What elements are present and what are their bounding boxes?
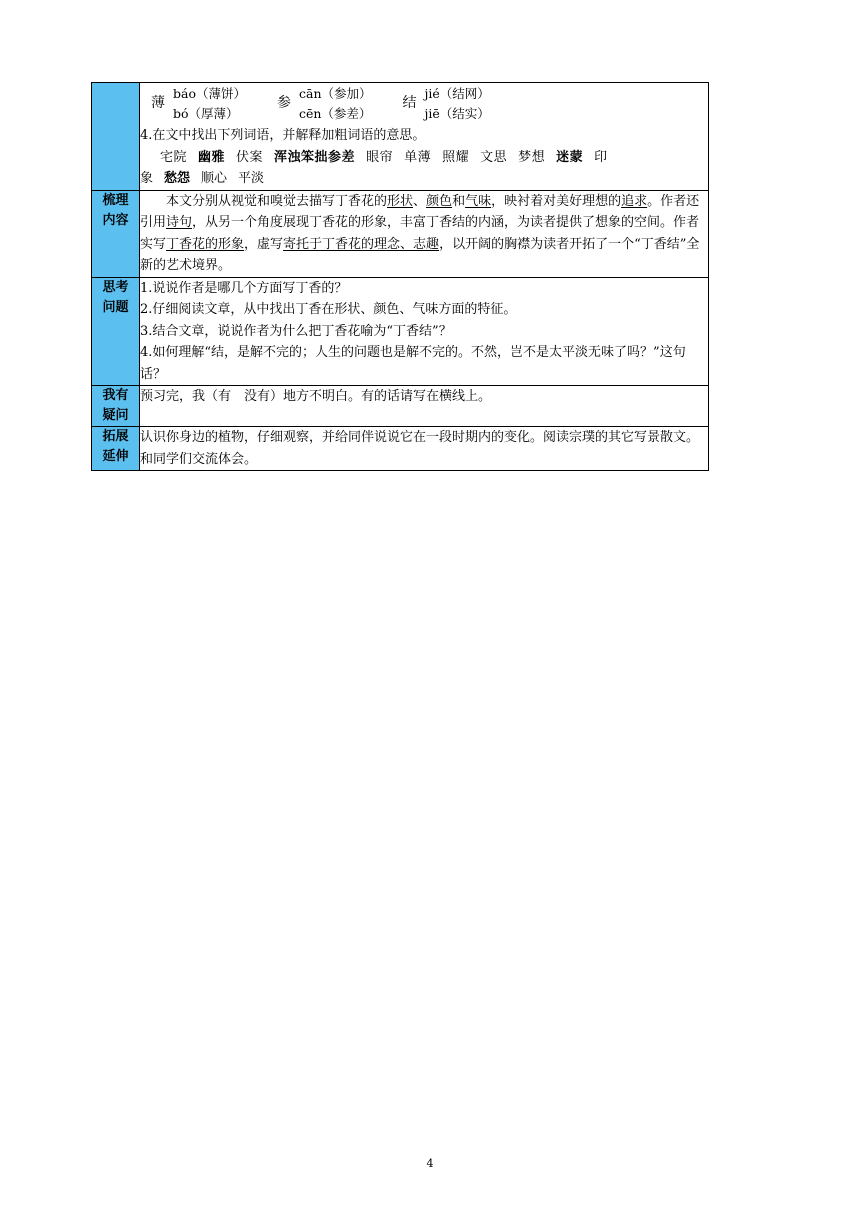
doubt-label — [92, 386, 140, 427]
polyphone-reading: jié（结网） — [424, 86, 490, 101]
word-list — [140, 147, 708, 169]
doubt-row — [92, 386, 709, 427]
outline-label — [92, 190, 140, 277]
vocab-label-cell — [92, 83, 140, 191]
bold-word: 愁怨 — [164, 171, 191, 186]
extend-text: 认识你身边的植物，仔细观察，并给同伴说说它在一段时期内的变化。阅读宗璞的其它写景散文。和同学们交流体会。 — [140, 430, 700, 467]
label-line: 疑问 — [102, 408, 129, 423]
label-line: 拓展 — [102, 429, 129, 444]
text: 本文分别从视觉和嗅觉去描写丁香花的 — [166, 193, 388, 209]
question-3: 3.结合文章，说说作者为什么把丁香花喻为“丁香结”？ — [140, 323, 452, 339]
outline-row — [92, 190, 709, 277]
text: ，虚写 — [244, 236, 284, 252]
underlined-key-term: 诗句 — [166, 215, 193, 230]
polyphone-readings — [173, 84, 246, 124]
polyphone-reading: cān（参加） — [298, 86, 372, 101]
word: 顺心 — [201, 171, 228, 186]
word: 宅院 — [160, 149, 188, 165]
bold-word: 迷蒙 — [556, 149, 584, 165]
underlined-key-term: 追求 — [621, 193, 648, 209]
label-line: 延伸 — [102, 449, 129, 464]
word: 单薄 — [404, 149, 432, 165]
underlined-key-term: 气味 — [465, 193, 492, 209]
label-line: 内容 — [102, 212, 129, 228]
think-row — [92, 277, 709, 386]
text: 。作者还引用 — [140, 193, 700, 230]
text: ，映衬着对美好理想的 — [491, 193, 622, 209]
word: 平淡 — [238, 171, 265, 186]
label-line: 问题 — [102, 299, 129, 315]
extend-content — [140, 427, 709, 471]
doubt-content — [140, 386, 709, 427]
polyphone-reading: cēn（参差） — [298, 106, 372, 121]
word: 眼帘 — [366, 149, 394, 165]
task-4-instruction: 4.在文中找出下列词语，并解释加粗词语的意思。 — [140, 128, 426, 143]
label-line: 梳理 — [102, 192, 129, 208]
polyphone-readings — [425, 84, 490, 124]
text: 、 — [413, 193, 427, 209]
word: 文思 — [480, 149, 508, 165]
polyphone-group — [140, 83, 708, 125]
underlined-key-term: 丁香花的形象 — [166, 236, 245, 252]
underlined-key-term: 颜色 — [426, 193, 453, 209]
vocab-content-cell — [140, 83, 709, 191]
polyphone-reading: jiē（结实） — [424, 106, 490, 121]
word: 照耀 — [442, 149, 470, 165]
page-number: 4 — [426, 1157, 434, 1170]
word: 象 — [140, 171, 154, 186]
text: ，以开阔的胸襟为读者开拓了一个“丁香结”全新的艺术境界。 — [140, 236, 700, 273]
extend-label — [92, 427, 140, 471]
think-label — [92, 277, 140, 386]
polyphone-char: 薄 — [151, 95, 165, 112]
text: 和 — [452, 193, 466, 209]
label-line: 思考 — [102, 279, 129, 295]
think-content — [140, 277, 709, 386]
polyphone-reading: báo（薄饼） — [173, 86, 246, 101]
doubt-prompt: 预习完，我（有 没有）地方不明白。有的话请写在横线上。 — [140, 389, 492, 404]
polyphone-readings — [299, 84, 372, 124]
label-line: 我有 — [102, 388, 129, 403]
bold-word: 浑浊笨拙参差 — [274, 149, 356, 165]
text: ，从另一个角度展现丁香花的形象，丰富丁香结的内涵，为读者提供了想象的空间。作者实写 — [140, 215, 700, 252]
question-2: 2.仔细阅读文章，从中找出丁香在形状、颜色、气味方面的特征。 — [140, 302, 517, 317]
polyphone-char: 结 — [402, 95, 417, 112]
word: 伏案 — [236, 149, 264, 165]
bold-word: 幽雅 — [198, 149, 226, 165]
question-4: 4.如何理解“结，是解不完的；人生的问题也是解不完的。不然，岂不是太平淡无味了吗？”这句话？ — [140, 345, 686, 382]
vocab-row — [92, 83, 709, 191]
preview-worksheet-table — [91, 82, 709, 471]
outline-content — [140, 190, 709, 277]
question-1: 1.说说作者是哪几个方面写丁香的？ — [140, 280, 348, 296]
word: 印 — [594, 149, 608, 165]
underlined-key-term: 形状 — [387, 193, 414, 209]
word-list-line2 — [140, 168, 708, 190]
word: 梦想 — [518, 149, 546, 165]
extend-row — [92, 427, 709, 471]
underlined-key-term: 寄托于丁香花的理念、志趣 — [283, 236, 440, 252]
polyphone-reading: bó（厚薄） — [173, 106, 239, 121]
polyphone-char: 参 — [276, 95, 291, 112]
